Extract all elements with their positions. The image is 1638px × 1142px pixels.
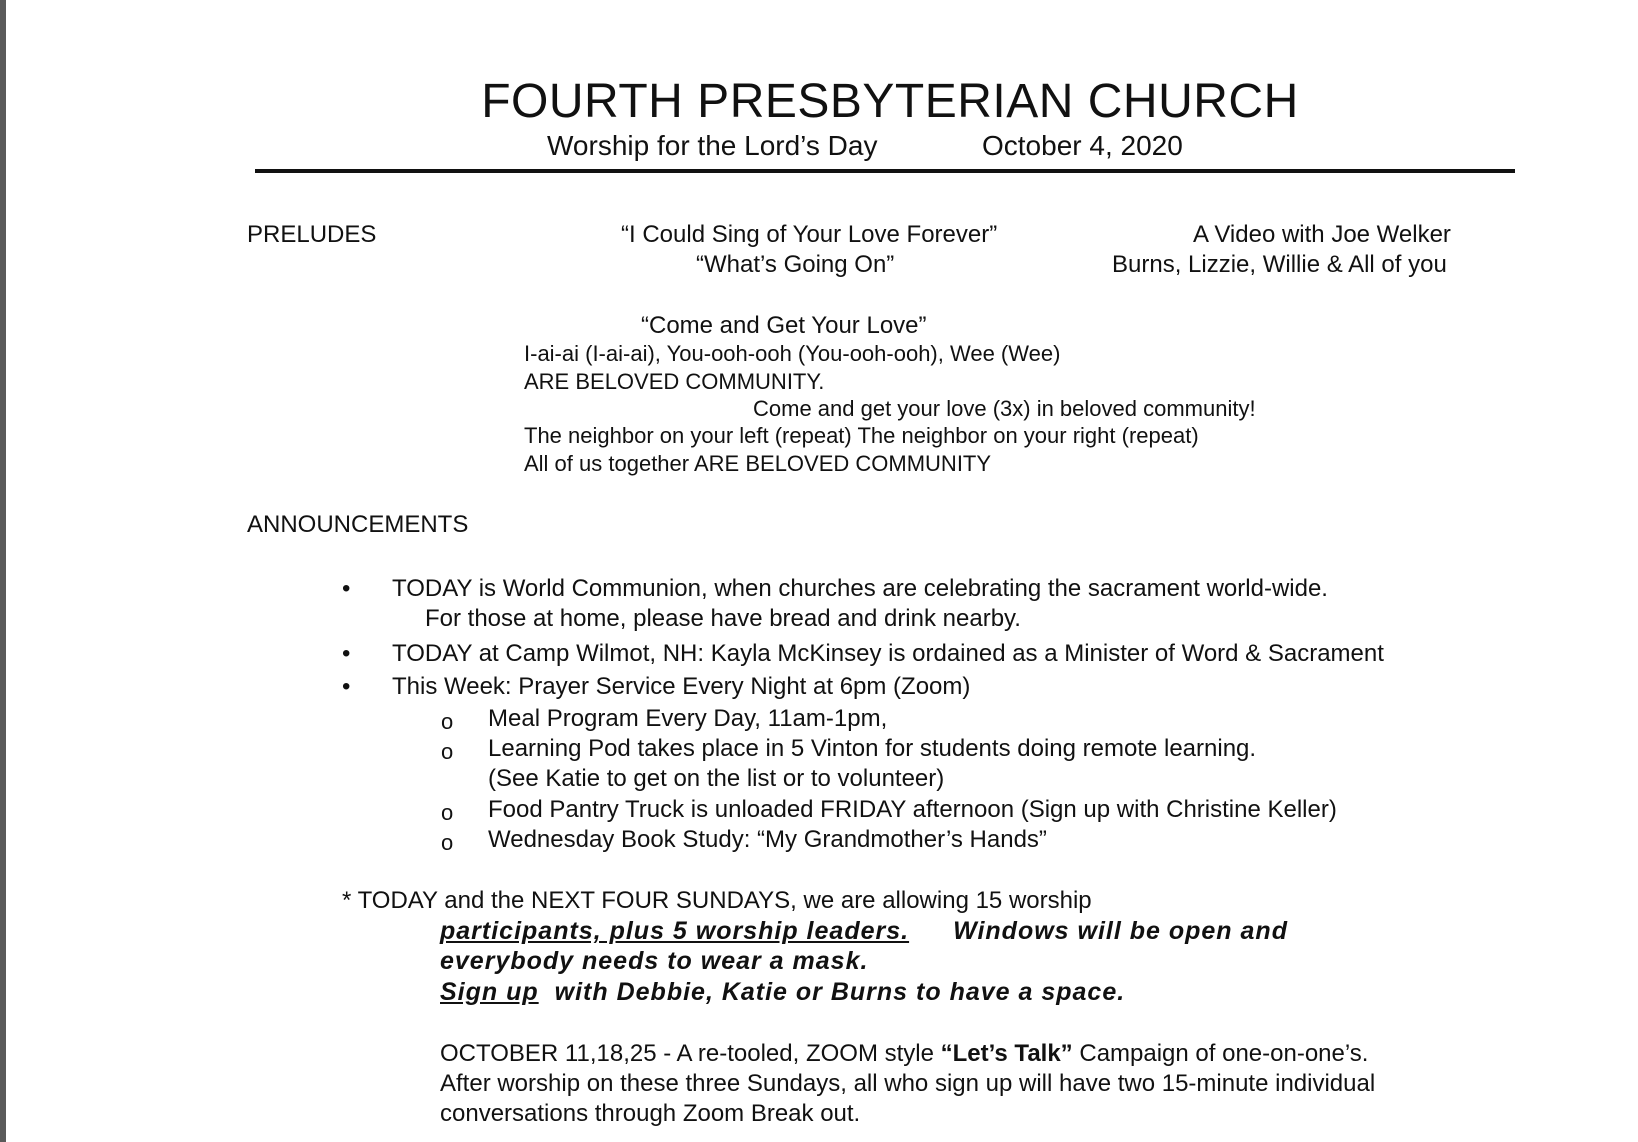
signup-underlined: Sign up — [440, 978, 539, 1006]
lyrics-line: All of us together ARE BELOVED COMMUNITY — [524, 451, 992, 476]
prelude-song-1: “I Could Sing of Your Love Forever” — [621, 221, 998, 248]
bullet-dot: • — [342, 640, 351, 667]
preludes-label: PRELUDES — [247, 221, 377, 248]
prelude-credit-1: A Video with Joe Welker — [1193, 221, 1451, 248]
sub-item: Food Pantry Truck is unloaded FRIDAY afternoon (Sign up with Christine Keller) — [488, 796, 1337, 823]
notice-text: with Debbie, Katie or Burns to have a space. — [554, 978, 1126, 1006]
notice-line: everybody needs to wear a mask. — [440, 947, 869, 975]
page-subtitle: Worship for the Lord’s Day — [547, 130, 878, 161]
notice-text: Windows will be open and — [953, 917, 1288, 945]
sub-item: Wednesday Book Study: “My Grandmother’s Hands” — [488, 826, 1047, 853]
announcement-item: This Week: Prayer Service Every Night at 6pm (Zoom) — [392, 673, 971, 700]
sub-bullet: o — [441, 800, 454, 825]
bullet-dot: • — [342, 575, 351, 602]
lyrics-line: Come and get your love (3x) in beloved community! — [753, 396, 1256, 421]
october-line: After worship on these three Sundays, all who sign up will have two 15-minute individual — [440, 1070, 1376, 1097]
header-divider — [255, 169, 1515, 173]
prelude-song-3: “Come and Get Your Love” — [641, 312, 927, 339]
page-title: FOURTH PRESBYTERIAN CHURCH — [481, 75, 1299, 128]
notice-underlined: participants, plus 5 worship leaders. — [440, 917, 910, 945]
prelude-song-2: “What’s Going On” — [696, 251, 895, 278]
prelude-credit-2: Burns, Lizzie, Willie & All of you — [1112, 251, 1447, 278]
october-line — [440, 1040, 1368, 1068]
notice-line — [440, 978, 1125, 1007]
lyrics-line: The neighbor on your left (repeat) The neighbor on your right (repeat) — [524, 423, 1199, 448]
announcement-item: TODAY is World Communion, when churches are celebrating the sacrament world-wide. — [392, 575, 1328, 602]
october-text: OCTOBER 11,18,25 - A re-tooled, ZOOM style — [440, 1040, 934, 1067]
announcements-label: ANNOUNCEMENTS — [247, 511, 469, 538]
bullet-dot: • — [342, 673, 351, 700]
lets-talk-title: “Let’s Talk” — [940, 1040, 1073, 1067]
october-text: Campaign of one-on-one’s. — [1079, 1040, 1369, 1067]
sub-item-continued: (See Katie to get on the list or to volunteer) — [488, 765, 945, 792]
lyrics-line: I-ai-ai (I-ai-ai), You-ooh-ooh (You-ooh-ooh), Wee (Wee) — [524, 341, 1061, 366]
announcement-item: TODAY at Camp Wilmot, NH: Kayla McKinsey is ordained as a Minister of Word & Sacrament — [392, 640, 1384, 667]
october-line: conversations through Zoom Break out. — [440, 1100, 861, 1127]
notice-line — [440, 917, 1288, 946]
sub-item: Meal Program Every Day, 11am-1pm, — [488, 705, 888, 732]
notice-line: * TODAY and the NEXT FOUR SUNDAYS, we are allowing 15 worship — [342, 887, 1092, 914]
sub-bullet: o — [441, 830, 454, 855]
sub-bullet: o — [441, 709, 454, 734]
sub-bullet: o — [441, 739, 454, 764]
announcement-item-continued: For those at home, please have bread and drink nearby. — [425, 605, 1021, 632]
service-date: October 4, 2020 — [982, 130, 1183, 161]
window-edge — [0, 0, 6, 1142]
lyrics-line: ARE BELOVED COMMUNITY. — [524, 369, 825, 394]
sub-item: Learning Pod takes place in 5 Vinton for students doing remote learning. — [488, 735, 1257, 762]
